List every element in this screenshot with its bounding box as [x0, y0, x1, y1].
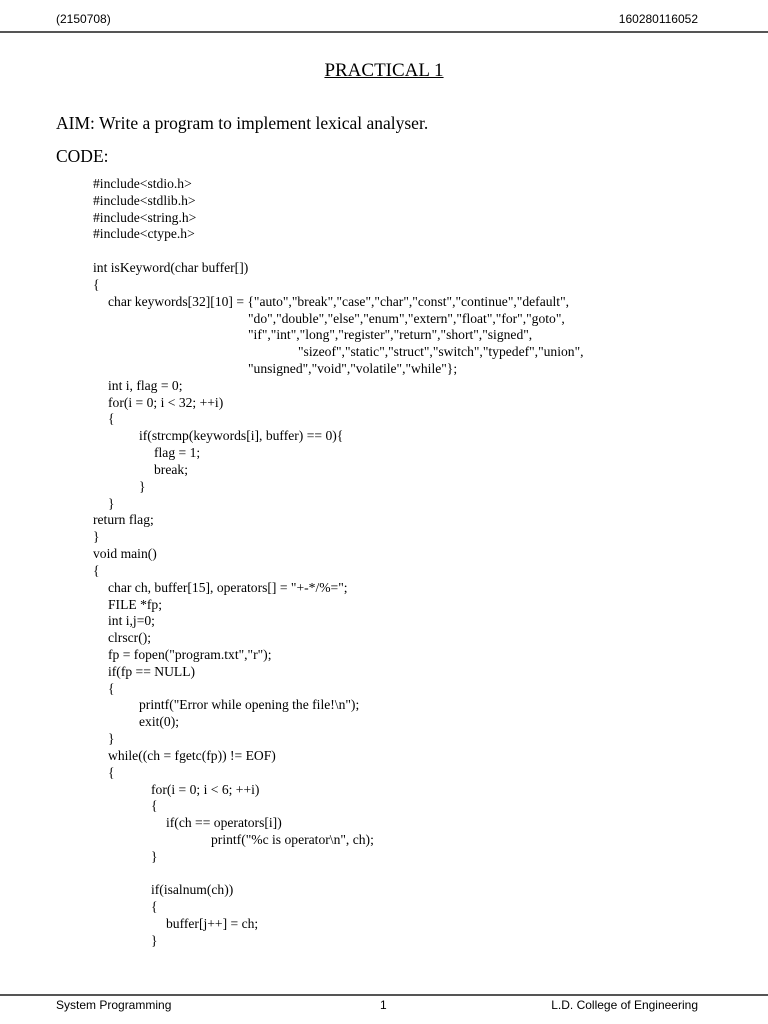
- code-line: fp = fopen("program.txt","r");: [108, 646, 272, 662]
- code-line: char ch, buffer[15], operators[] = "+-*/%=";: [108, 579, 348, 595]
- code-line: while((ch = fgetc(fp)) != EOF): [108, 747, 276, 763]
- header-divider: [0, 31, 768, 33]
- code-line: #include<stdlib.h>: [93, 192, 196, 208]
- code-line: FILE *fp;: [108, 596, 162, 612]
- footer-page-number: 1: [380, 998, 387, 1012]
- code-line: {: [151, 798, 158, 814]
- header-course-code: (2150708): [56, 12, 111, 26]
- code-line: {: [93, 276, 100, 292]
- code-line: #include<stdio.h>: [93, 176, 192, 191]
- code-line: int isKeyword(char buffer[]): [93, 260, 249, 276]
- code-line: {: [108, 411, 115, 427]
- code-line: "sizeof","static","struct","switch","typedef","union",: [298, 344, 584, 360]
- code-line: int i,j=0;: [108, 613, 155, 629]
- aim-text: AIM: Write a program to implement lexical analyser.: [56, 113, 429, 133]
- page-title-text: PRACTICAL 1: [324, 60, 444, 81]
- header-enrollment-number: 160280116052: [618, 12, 698, 26]
- code-line: #include<ctype.h>: [93, 226, 195, 242]
- code-line: flag = 1;: [154, 445, 201, 461]
- code-line: }: [151, 932, 158, 948]
- code-line: char keywords[32][10] = {"auto","break","case","char","const","continue","default",: [108, 293, 570, 309]
- code-line: {: [108, 764, 115, 780]
- code-line: {: [108, 680, 115, 696]
- code-line: }: [139, 478, 146, 494]
- code-line: }: [93, 529, 100, 545]
- code-line: return flag;: [93, 512, 154, 528]
- code-line: "if","int","long","register","return","short","signed",: [248, 327, 533, 343]
- code-label: CODE:: [56, 146, 109, 166]
- code-line: void main(): [93, 546, 157, 562]
- code-line: for(i = 0; i < 32; ++i): [108, 394, 224, 410]
- code-line: for(i = 0; i < 6; ++i): [151, 781, 260, 797]
- page-title: [0, 60, 768, 82]
- code-line: int i, flag = 0;: [108, 377, 183, 393]
- code-line: }: [108, 731, 115, 747]
- code-line: if(fp == NULL): [108, 663, 196, 679]
- code-line: clrscr();: [108, 630, 152, 646]
- code-line: if(strcmp(keywords[i], buffer) == 0){: [139, 428, 344, 444]
- footer-divider: [0, 994, 768, 996]
- footer-subject: System Programming: [56, 998, 172, 1012]
- code-line: }: [151, 848, 158, 864]
- code-line: {: [151, 899, 158, 915]
- footer-college: L.D. College of Engineering: [551, 998, 698, 1012]
- code-line: printf("%c is operator\n", ch);: [211, 831, 374, 847]
- code-line: if(isalnum(ch)): [151, 882, 234, 898]
- code-line: }: [108, 495, 115, 511]
- code-line: printf("Error while opening the file!\n");: [139, 697, 360, 713]
- code-line: if(ch == operators[i]): [166, 815, 282, 831]
- code-line: buffer[j++] = ch;: [166, 916, 259, 932]
- code-line: #include<string.h>: [93, 209, 197, 225]
- code-line: "unsigned","void","volatile","while"};: [248, 361, 458, 377]
- code-line: {: [93, 562, 100, 578]
- code-line: break;: [154, 461, 188, 477]
- code-line: "do","double","else","enum","extern","float","for","goto",: [248, 310, 565, 326]
- code-line: exit(0);: [139, 714, 180, 730]
